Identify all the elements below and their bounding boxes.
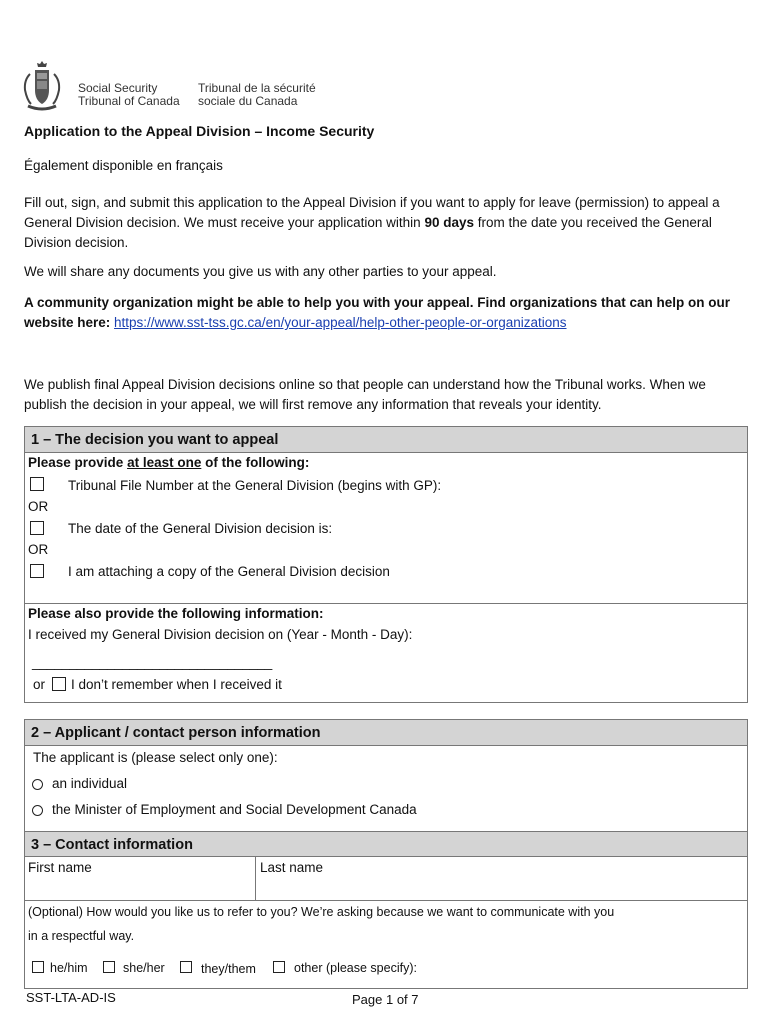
section-3-header: 3 – Contact information — [25, 831, 747, 857]
canada-coat-of-arms-icon — [22, 60, 62, 114]
deadline-days: 90 days — [424, 215, 474, 230]
pronoun-question-line2: in a respectful way. — [28, 929, 135, 943]
provide-instruction — [28, 455, 309, 470]
decision-date-checkbox[interactable] — [30, 521, 44, 535]
french-availability-note: Également disponible en français — [24, 158, 223, 173]
at-least-one: at least one — [127, 455, 202, 470]
page-number: Page 1 of 7 — [352, 992, 419, 1007]
attach-copy-checkbox[interactable] — [30, 564, 44, 578]
community-org-note: A community organization might be able to help you with your appeal. Find organizations that can help on our website here: — [24, 295, 731, 330]
name-divider — [255, 857, 256, 900]
they-them-label: they/them — [201, 962, 256, 976]
other-pronoun-checkbox[interactable] — [273, 961, 285, 973]
also-provide-label: Please also provide the following information: — [28, 606, 324, 621]
section-1-divider — [25, 603, 747, 604]
provide-text: Please provide — [28, 455, 128, 470]
dont-remember-checkbox[interactable] — [52, 677, 66, 691]
intro-p1-text: Fill out, sign, and submit this application to the Appeal Division if you want to apply for leave (permission) to appeal a General Division decision. We must receive your application within — [24, 195, 720, 230]
received-date-label: I received my General Division decision on (Year - Month - Day): — [28, 627, 413, 642]
logo-text-fr — [198, 82, 316, 108]
intro-paragraph-1 — [24, 193, 750, 253]
intro-paragraph-2: We will share any documents you give us with any other parties to your appeal. — [24, 264, 497, 279]
individual-label: an individual — [52, 776, 128, 791]
intro-paragraph-4: We publish final Appeal Division decisions online so that people can understand how the Tribunal works. When we publish the decision in your appeal, we will first remove any information that reveals your identity. — [24, 377, 706, 412]
individual-radio[interactable] — [32, 779, 43, 790]
she-her-checkbox[interactable] — [103, 961, 115, 973]
or-label-1: OR — [28, 499, 49, 514]
he-him-checkbox[interactable] — [32, 961, 44, 973]
file-number-label: Tribunal File Number at the General Division (begins with GP): — [68, 478, 442, 493]
she-her-label: she/her — [123, 961, 165, 975]
applicant-is-label: The applicant is (please select only one): — [33, 750, 278, 765]
they-them-checkbox[interactable] — [180, 961, 192, 973]
form-code: SST-LTA-AD-IS — [26, 990, 116, 1005]
minister-radio[interactable] — [32, 805, 43, 816]
provide-text-end: of the following: — [201, 455, 310, 470]
logo-en-line1: Social Security — [78, 81, 158, 95]
received-date-field[interactable]: ________________________________ — [32, 655, 273, 670]
file-number-checkbox[interactable] — [30, 477, 44, 491]
names-bottom-divider — [25, 900, 747, 901]
or-label-3: or — [33, 677, 46, 692]
last-name-label: Last name — [260, 860, 324, 875]
or-label-2: OR — [28, 542, 49, 557]
section-2-header: 2 – Applicant / contact person information — [25, 720, 747, 746]
intro-p1-text-end: from the date you received the General Division decision. — [24, 215, 712, 250]
help-organizations-link[interactable]: https://www.sst-tss.gc.ca/en/your-appeal/help-other-people-or-organizations — [114, 315, 567, 330]
logo-text-en — [78, 82, 180, 108]
minister-label: the Minister of Employment and Social Development Canada — [52, 802, 417, 817]
first-name-label: First name — [28, 860, 92, 875]
logo-en-line2: Tribunal of Canada — [78, 94, 180, 108]
attach-copy-label: I am attaching a copy of the General Division decision — [68, 564, 390, 579]
logo-fr-line1: Tribunal de la sécurité — [198, 81, 316, 95]
page-title: Application to the Appeal Division – Income Security — [24, 123, 375, 139]
pronoun-question-line1: (Optional) How would you like us to refer to you? We’re asking because we want to communicate with you — [28, 905, 615, 919]
section-1-header: 1 – The decision you want to appeal — [25, 427, 747, 453]
decision-date-label: The date of the General Division decision is: — [68, 521, 333, 536]
dont-remember-label: I don’t remember when I received it — [71, 677, 282, 692]
he-him-label: he/him — [50, 961, 88, 975]
intro-paragraph-3 — [24, 293, 750, 333]
other-pronoun-label: other (please specify): — [294, 961, 417, 975]
logo-fr-line2: sociale du Canada — [198, 94, 298, 108]
tribunal-logo — [22, 60, 320, 114]
